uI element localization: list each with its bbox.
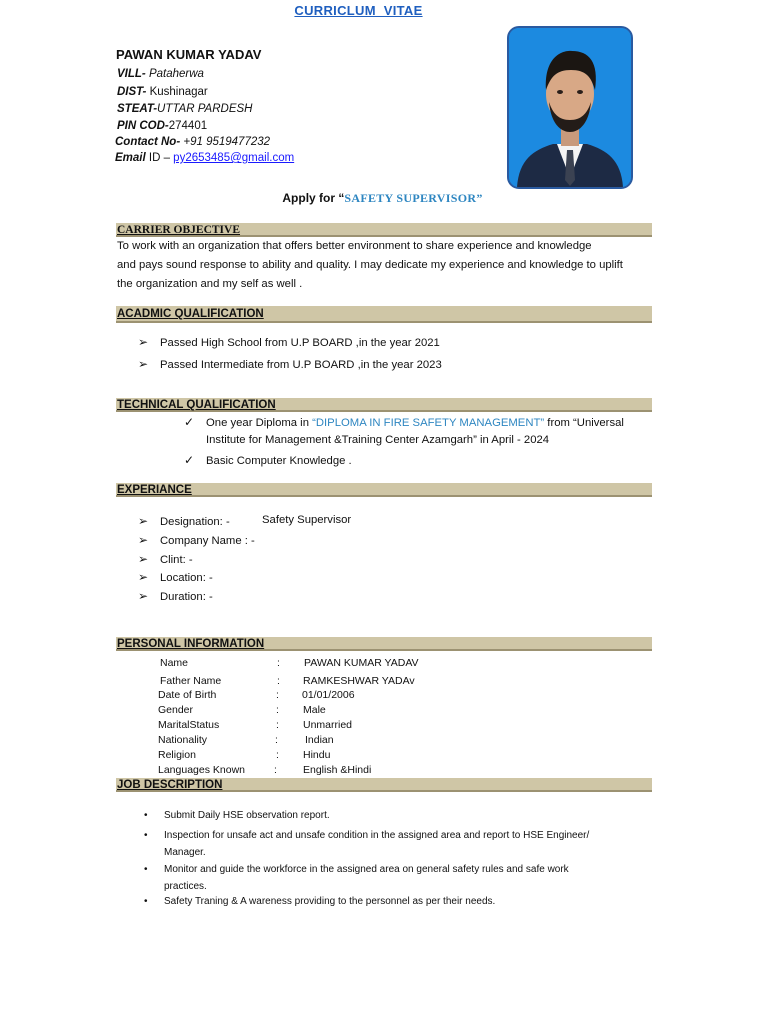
personal-info-heading: PERSONAL INFORMATION xyxy=(116,637,652,651)
check-bullet-icon: ✓ xyxy=(184,453,195,467)
job-item: • Safety Traning & A wareness providing to the personnel as per their needs. xyxy=(144,896,496,907)
technical-item: ✓ One year Diploma in “DIPLOMA IN FIRE SAFETY MANAGEMENT” from “Universal xyxy=(184,415,624,429)
pin-code-line: PIN COD-274401 xyxy=(117,120,208,132)
academic-item: ➢ Passed Intermediate from U.P BOARD ,in the year 2023 xyxy=(138,357,442,371)
email-link[interactable]: py2653485@gmail.com xyxy=(173,152,295,164)
village-line: VILL- Pataherwa xyxy=(117,68,204,80)
arrow-bullet-icon: ➢ xyxy=(138,357,149,371)
arrow-bullet-icon: ➢ xyxy=(138,570,149,584)
job-item: • Submit Daily HSE observation report. xyxy=(144,810,330,821)
candidate-name: PAWAN KUMAR YADAV xyxy=(116,47,262,62)
dot-bullet-icon: • xyxy=(144,810,148,821)
experience-item: ➢ Clint: - xyxy=(138,552,193,566)
arrow-bullet-icon: ➢ xyxy=(138,514,149,528)
career-objective-heading: CARRIER OBJECTIVE xyxy=(116,223,652,237)
experience-item: ➢ Designation: - Safety Supervisor xyxy=(138,514,352,528)
experience-heading: EXPERIANCE xyxy=(116,483,652,497)
experience-item: ➢ Location: - xyxy=(138,570,213,584)
arrow-bullet-icon: ➢ xyxy=(138,335,149,349)
arrow-bullet-icon: ➢ xyxy=(138,589,149,603)
applied-role: SAFETY SUPERVISOR xyxy=(344,191,477,205)
personal-info-table: Name : PAWAN KUMAR YADAV Father Name : RAMKESHWAR YADAv Date of Birth : 01/01/2006 Gender : Male MaritalStatus : Unmarried Nationality : Indian Religion : Hindu Languages Known : English &Hindi xyxy=(158,657,419,776)
district-line: DIST- Kushinagar xyxy=(117,86,208,98)
document-title: CURRICLUM VITAE xyxy=(294,3,423,18)
academic-heading: ACADMIC QUALIFICATION xyxy=(116,306,652,323)
job-description-heading: JOB DESCRIPTION xyxy=(116,778,652,792)
job-item: • Inspection for unsafe act and unsafe condition in the assigned area and report to HSE Engineer/ Manager. xyxy=(164,827,634,861)
apply-for-line: Apply for “SAFETY SUPERVISOR” xyxy=(282,191,483,205)
email-line: Email ID – py2653485@gmail.com xyxy=(115,152,295,164)
state-line: STEAT-UTTAR PARDESH xyxy=(117,103,253,115)
career-objective-text: To work with an organization that offers better environment to share experience and knowledge and pays sound response to ability and quality. I may dedicate my experience and knowledge to uplift the organization and my self as well . xyxy=(117,240,623,290)
technical-item-continued: Institute for Management &Training Center Azamgarh” in April - 2024 xyxy=(206,434,550,446)
experience-item: ➢ Duration: - xyxy=(138,589,213,603)
check-bullet-icon: ✓ xyxy=(184,415,195,429)
experience-item: ➢ Company Name : - xyxy=(138,533,255,547)
dot-bullet-icon: • xyxy=(144,896,148,907)
contact-line: Contact No- +91 9519477232 xyxy=(115,136,271,148)
arrow-bullet-icon: ➢ xyxy=(138,533,149,547)
dot-bullet-icon: • xyxy=(144,830,148,841)
arrow-bullet-icon: ➢ xyxy=(138,552,149,566)
dot-bullet-icon: • xyxy=(144,864,148,875)
academic-item: ➢ Passed High School from U.P BOARD ,in the year 2021 xyxy=(138,335,440,349)
job-item: • Monitor and guide the workforce in the assigned area on general safety rules and safe work practices. xyxy=(164,861,634,895)
technical-item: ✓ Basic Computer Knowledge . xyxy=(184,453,352,467)
technical-heading: TECHNICAL QUALIFICATION xyxy=(116,398,652,412)
